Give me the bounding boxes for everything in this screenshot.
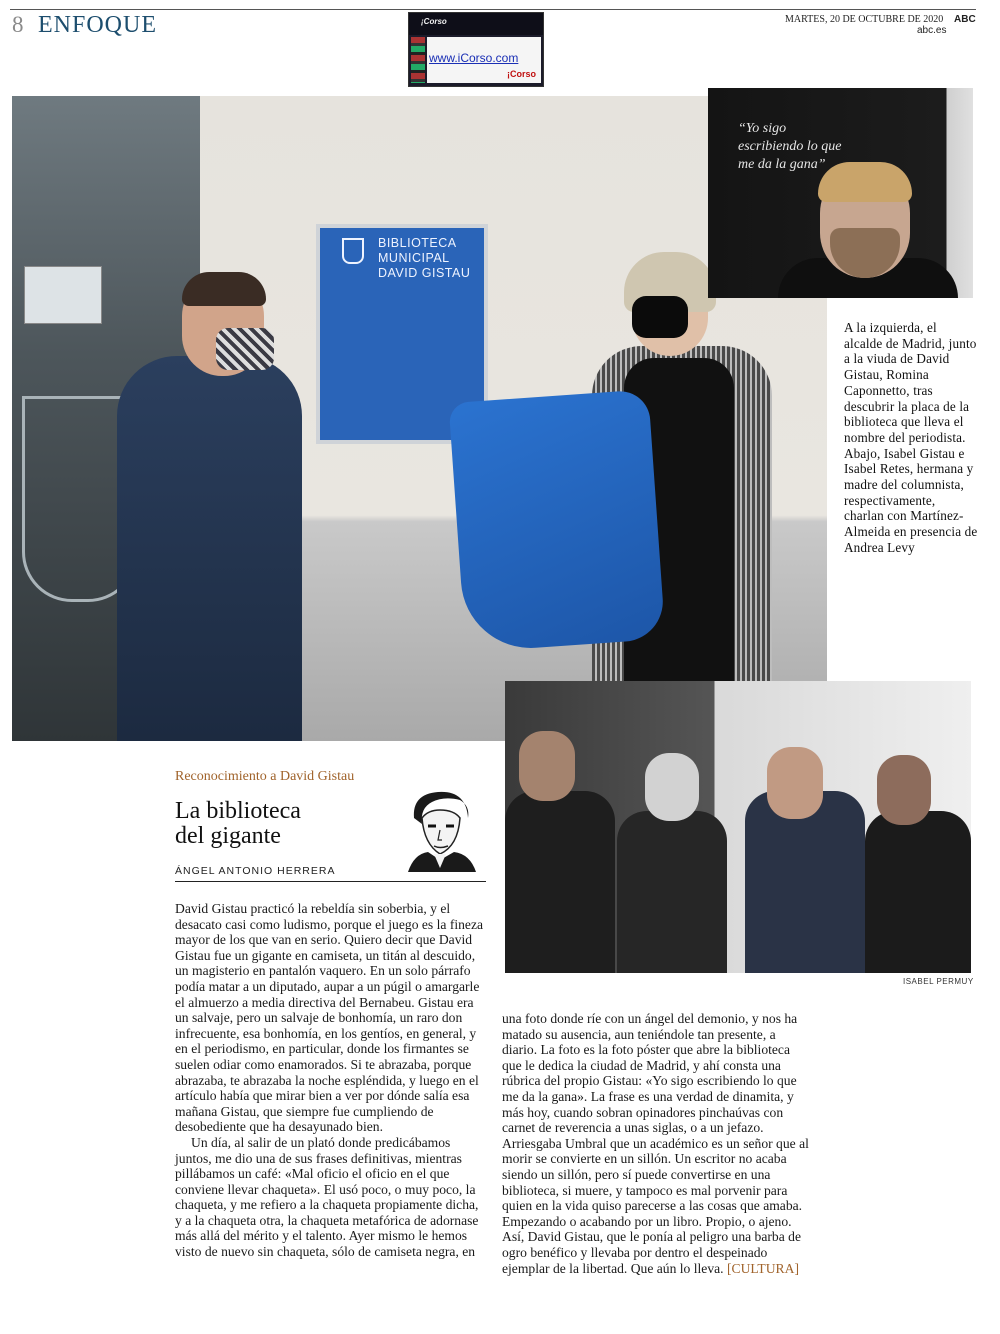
issue-date: MARTES, 20 DE OCTUBRE DE 2020 — [785, 14, 944, 25]
paragraph-1: David Gistau practicó la rebeldía sin soberbia, y el desacato casi como ludismo, porque el juego es la fineza mayor de los que van en serio. Quiero decir que David Gistau fue un gigante en camiseta, un titán al descuido, un magisterio en pantalón vaquero. En un solo párrafo podía matar a un diputado, aupar a un púgil o amargarle el almuerzo a media directiva del Bernabeu. Gistau era un salvaje, pero un salvaje de bonhomía, un raro don infrecuente, esa bonhomía, en los gentíos, en general, y en el periodismo, en particular, donde los firmantes se suelen odiar como enamorados. Si te abrazaba, porque abrazaba, te abrazaba la noche espléndida, y luego en el artículo había que mirar bien a ver por dónde salía esa mañana Gistau, que siempre fue cumpliendo de desobediente que ha desayunado bien. — [175, 901, 484, 1135]
paragraph-2: Un día, al salir de un plató donde predicábamos juntos, me dio una de sus frases definitivas, mientras pillábamos un café: «Mal oficio el oficio en el que conviene llevar chaqueta». El usó poco, o muy poco, la chaqueta, y me refiero a la chaqueta propiamente dicha, y a la chaqueta otra, la chaqueta metafórica de adornase más allá del mérito y el talento. Ayer mismo le hemos visto de nuevo sin chaqueta, sólo de camiseta negra, en — [175, 1134, 479, 1260]
ad-panel — [427, 37, 541, 83]
author-portrait-icon — [404, 788, 478, 872]
person-3-head — [767, 747, 823, 819]
person-1 — [505, 791, 615, 973]
header-rule — [10, 9, 976, 10]
person-2 — [617, 811, 727, 973]
person-4 — [865, 811, 971, 973]
mayor-figure — [117, 356, 302, 741]
ad-thumbnails — [411, 37, 425, 83]
page-number: 8 — [12, 12, 24, 37]
headline-line-1: La biblioteca — [175, 798, 301, 824]
article-column-1 — [175, 901, 486, 1260]
ad-header — [409, 13, 543, 35]
person-2-head — [645, 753, 699, 821]
madrid-logo-icon — [342, 238, 364, 264]
ad-banner[interactable] — [408, 12, 544, 87]
photo-credit: ISABEL PERMUY — [903, 977, 974, 986]
ad-url[interactable]: www.iCorso.com — [429, 51, 519, 65]
paragraph-3 — [502, 1011, 812, 1276]
article-headline — [175, 799, 395, 849]
building-sign — [24, 266, 102, 324]
article-kicker: Reconocimiento a David Gistau — [175, 769, 355, 784]
article-column-2 — [502, 1011, 812, 1276]
poster-quote: “Yo sigo escribiendo lo que me da la gana” — [738, 121, 842, 172]
section-title: ENFOQUE — [38, 12, 157, 38]
paragraph-3-text: una foto donde ríe con un ángel del demonio, y nos ha matado su ausencia, aun teniéndole tan presente, a diario. La foto es la foto póster que abre la biblioteca que le dedica la ciudad de Madrid, y ahí consta una rúbrica del propio Gistau: «Yo sigo escribiendo lo que me da la gana». La frase es una verdad de dinamita, y más hoy, cuando sobran opinadores pinchaúvas con carnet de reverencia a unas siglas, o a un jefazo. Arriesgaba Umbral que un académico es un señor que al morir se convierte en un sillón. Un escritor no acaba siendo un sillón, pero sí puede convertirse en una biblioteca, si muere, y tampoco es mal porvenir para quien en la vida quiso parecerse a las cosas que amaba. Empezando o acabando por un libro. Propio, o ajeno. Así, David Gistau, que le ponía al peligro una barba de ogro benéfico y llevaba por dentro el despeinado ejemplar de la libertad. Que aún lo lleva. — [502, 1011, 809, 1276]
mayor-hair — [182, 272, 266, 306]
cultura-link[interactable]: [CULTURA] — [726, 1260, 799, 1276]
main-photo — [12, 96, 827, 741]
person-4-head — [877, 755, 931, 825]
ad-tag: ¡Corso — [507, 69, 536, 79]
person-1-head — [519, 731, 575, 801]
plaque-text: BIBLIOTECA MUNICIPAL DAVID GISTAU — [378, 236, 471, 280]
brand-logo: ABC — [954, 14, 976, 25]
mayor-mask — [216, 328, 274, 370]
photo-caption: A la izquierda, el alcalde de Madrid, junto a la viuda de David Gistau, Romina Caponnetto, tras descubrir la placa de la biblioteca que lleva el nombre del periodista. Abajo, Isabel Gistau e Isabel Retes, hermana y madre del columnista, respectivamente, charlan con Martínez-Almeida en presencia de Andrea Levy — [844, 320, 978, 555]
portrait-hair — [818, 162, 912, 202]
site-url: abc.es — [917, 25, 947, 36]
ad-logo-text: ¡Corso — [421, 17, 447, 26]
blue-cloth — [449, 389, 666, 652]
portrait-photo — [708, 88, 973, 298]
widow-mask — [632, 296, 688, 338]
group-photo — [505, 681, 971, 973]
author-byline: ÁNGEL ANTONIO HERRERA — [175, 865, 336, 877]
byline-rule — [175, 881, 486, 882]
person-3 — [745, 791, 865, 973]
headline-line-2: del gigante — [175, 823, 281, 849]
